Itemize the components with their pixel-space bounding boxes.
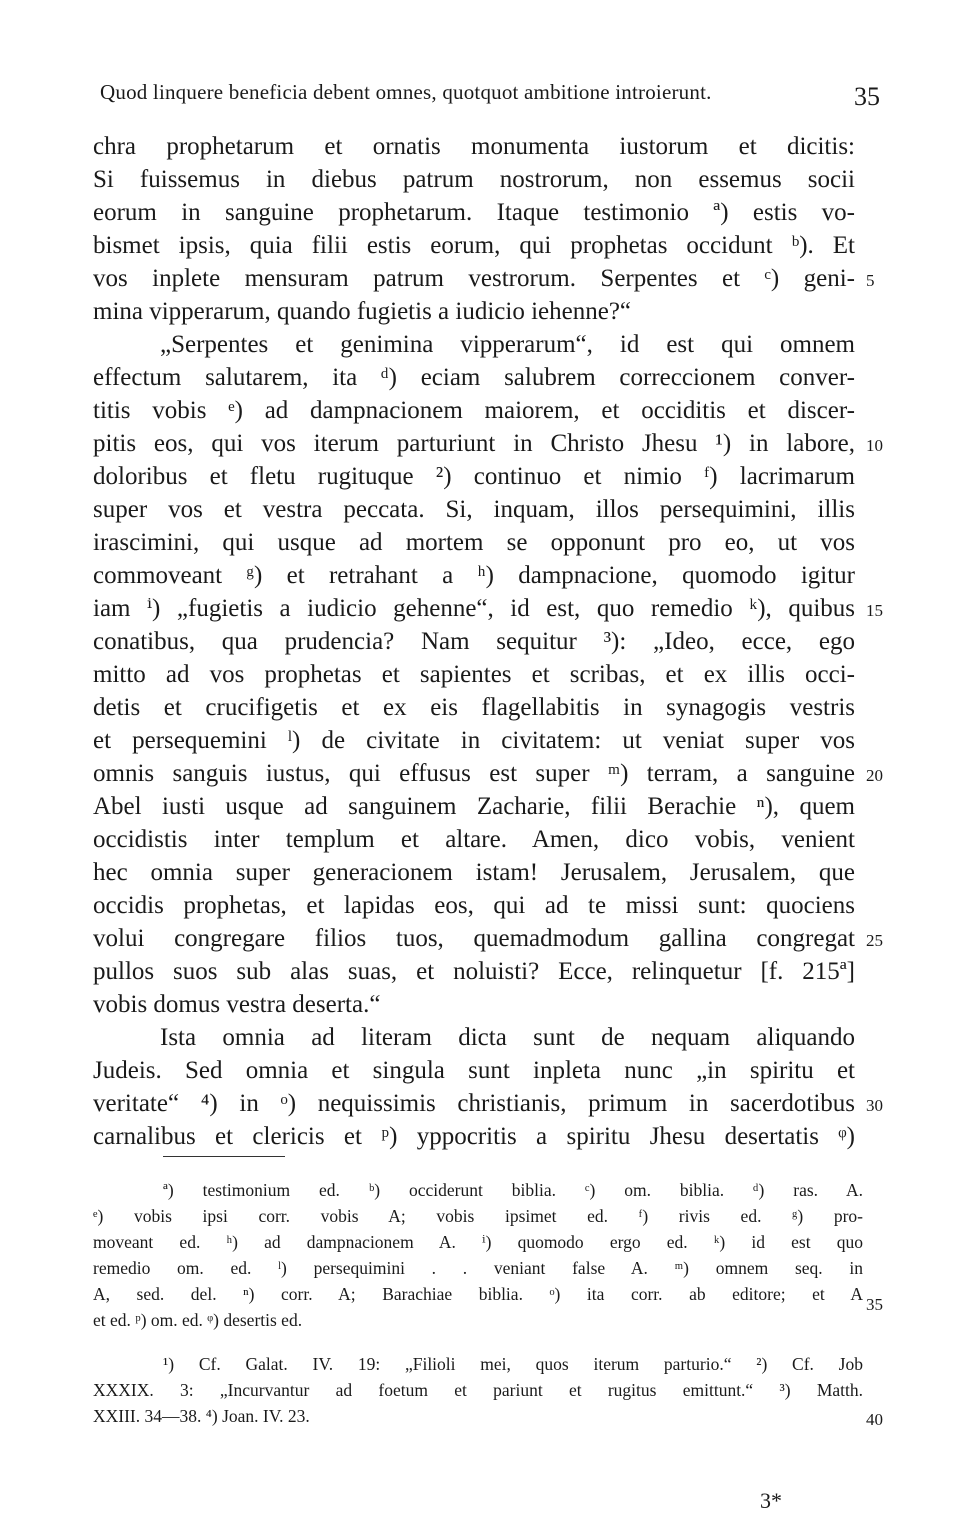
text-line: pitis eos, qui vos iterum parturiunt in Christo Jhesu ¹) in labore, — [93, 430, 855, 457]
text-line: mina vipperarum, quando fugietis a iudicio iehenne?“ — [93, 298, 632, 325]
line-number: 35 — [866, 1295, 883, 1314]
text-line: eorum in sanguine prophetarum. Itaque testimonio ª) estis vo- — [93, 199, 855, 226]
text-line: conatibus, qua prudencia? Nam sequitur ³): „Ideo, ecce, ego — [93, 628, 855, 655]
text-line: veritate“ ⁴) in ᵒ) nequissimis christianis, primum in sacerdotibus — [93, 1090, 855, 1117]
running-title: Quod linquere beneficia debent omnes, quotquot ambitione introierunt. — [100, 80, 712, 104]
text-line: doloribus et fletu rugituque ²) continuo et nimio ᶠ) lacrimarum — [93, 463, 855, 490]
footnote-line: XXIII. 34—38. ⁴) Joan. IV. 23. — [93, 1406, 310, 1426]
text-line: omnis sanguis iustus, qui effusus est super ᵐ) terram, a sanguine — [93, 760, 855, 787]
text-line: commoveant ᵍ) et retrahant a ʰ) dampnacione, quomodo igitur — [93, 562, 855, 589]
text-line: vobis domus vestra deserta.“ — [93, 991, 381, 1018]
footnote-line: XXXIX. 3: „Incurvantur ad foetum et pariunt et rugitus emittunt.“ ³) Matth. — [93, 1380, 863, 1400]
text-line: iam ⁱ) „fugietis a iudicio gehenne“, id est, quo remedio ᵏ), quibus — [93, 595, 855, 622]
text-line: „Serpentes et genimina vipperarum“, id est qui omnem — [160, 331, 855, 358]
text-line: Ista omnia ad literam dicta sunt de nequam aliquando — [160, 1024, 855, 1051]
text-line: occidis prophetas, et lapidas eos, qui ad te missi sunt: quociens — [93, 892, 855, 919]
text-line: detis et crucifigetis et ex eis flagellabitis in synagogis vestris — [93, 694, 855, 721]
text-line: Judeis. Sed omnia et singula sunt inpleta nunc „in spiritu et — [93, 1057, 855, 1084]
line-number: 20 — [866, 766, 883, 785]
line-number: 15 — [866, 601, 883, 620]
text-line: effectum salutarem, ita ᵈ) eciam salubrem correccionem conver- — [93, 364, 855, 391]
text-line: vos inplete mensuram patrum vestrorum. Serpentes et ᶜ) geni- — [93, 265, 855, 292]
text-line: mitto ad vos prophetas et sapientes et scribas, et ex illis occi- — [93, 661, 855, 688]
text-line: Si fuissemus in diebus patrum nostrorum, non essemus socii — [93, 166, 855, 193]
text-line: chra prophetarum et ornatis monumenta iustorum et dicitis: — [93, 133, 855, 160]
text-line: occidistis inter templum et altare. Amen, dico vobis, venient — [93, 826, 855, 853]
text-line: titis vobis ᵉ) ad dampnacionem maiorem, et occiditis et discer- — [93, 397, 855, 424]
text-line: irascimini, qui usque ad mortem se opponunt pro eo, ut vos — [93, 529, 855, 556]
line-number: 40 — [866, 1410, 883, 1429]
text-line: carnalibus et clericis et ᵖ) yppocritis a spiritu Jhesu desertatis ᵠ) — [93, 1123, 855, 1150]
line-number: 5 — [866, 271, 875, 290]
footnote-line: ᵉ) vobis ipsi corr. vobis A; vobis ipsimet ed. ᶠ) rivis ed. ᵍ) pro- — [93, 1206, 863, 1226]
signature-mark: 3* — [760, 1488, 782, 1513]
text-line: Abel iusti usque ad sanguinem Zacharie, filii Berachie ⁿ), quem — [93, 793, 855, 820]
line-number: 10 — [866, 436, 883, 455]
footnote-line: remedio om. ed. ˡ) persequimini . . veniant false A. ᵐ) omnem seq. in — [93, 1258, 863, 1278]
text-line: bismet ipsis, quia filii estis eorum, qui prophetas occidunt ᵇ). Et — [93, 232, 855, 259]
footnote-line: A, sed. del. ⁿ) corr. A; Barachiae biblia. ᵒ) ita corr. ab editore; et A — [93, 1284, 863, 1304]
line-number: 25 — [866, 931, 883, 950]
text-line: volui congregare filios tuos, quemadmodum gallina congregat — [93, 925, 855, 952]
running-header — [100, 76, 880, 110]
line-number: 30 — [866, 1096, 883, 1115]
text-line: et persequemini ˡ) de civitate in civitatem: ut veniat super vos — [93, 727, 855, 754]
text-line: pullos suos sub alas suas, et noluisti? Ecce, relinquetur [f. 215ª] — [93, 958, 855, 985]
footnote-line: ª) testimonium ed. ᵇ) occiderunt biblia. ᶜ) om. biblia. ᵈ) ras. A. — [163, 1180, 863, 1200]
footnote-line: moveant ed. ʰ) ad dampnacionem A. ⁱ) quomodo ergo ed. ᵏ) id est quo — [93, 1232, 863, 1252]
footnote-line: et ed. ᵖ) om. ed. ᵠ) desertis ed. — [93, 1310, 303, 1330]
text-line: hec omnia super generacionem istam! Jerusalem, Jerusalem, que — [93, 859, 855, 886]
page-number: 35 — [854, 82, 880, 111]
footnote-line: ¹) Cf. Galat. IV. 19: „Filioli mei, quos iterum parturio.“ ²) Cf. Job — [163, 1354, 863, 1374]
footnote-separator — [163, 1156, 285, 1157]
text-line: super vos et vestra peccata. Si, inquam, illos persequimini, illis — [93, 496, 855, 523]
